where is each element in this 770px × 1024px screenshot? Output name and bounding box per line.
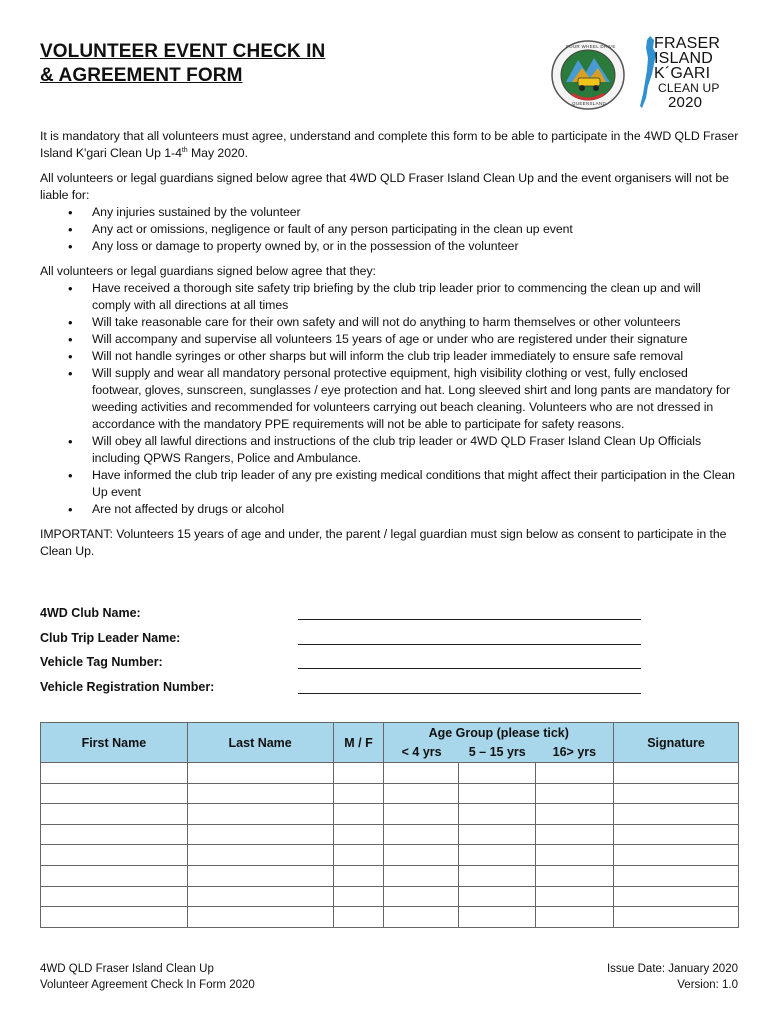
agreement-list bbox=[68, 280, 740, 518]
first-name-cell[interactable] bbox=[41, 907, 188, 928]
footer-left bbox=[40, 961, 255, 993]
list-item: • Have informed the club trip leader of any pre existing medical conditions that might affect their participation in the Clean Up event bbox=[68, 467, 740, 501]
list-item: • Any loss or damage to property owned by, or in the possession of the volunteer bbox=[68, 238, 740, 255]
table-row bbox=[41, 845, 739, 866]
vehicle-tag-line[interactable] bbox=[298, 668, 641, 669]
col-age-5to15: 5 – 15 yrs bbox=[459, 743, 536, 763]
table-row bbox=[41, 783, 739, 804]
col-last-name: Last Name bbox=[187, 723, 333, 763]
last-name-cell[interactable] bbox=[187, 865, 333, 886]
age-5to15-cell[interactable] bbox=[459, 886, 536, 907]
col-gender: M / F bbox=[333, 723, 384, 763]
last-name-cell[interactable] bbox=[187, 886, 333, 907]
age-5to15-cell[interactable] bbox=[459, 804, 536, 825]
table-row bbox=[41, 804, 739, 825]
gender-cell[interactable] bbox=[333, 845, 384, 866]
age-5to15-cell[interactable] bbox=[459, 763, 536, 784]
vehicle-rego-field[interactable] bbox=[40, 678, 740, 703]
age-16plus-cell[interactable] bbox=[536, 763, 614, 784]
table-row bbox=[41, 886, 739, 907]
gender-cell[interactable] bbox=[333, 907, 384, 928]
age-5to15-cell[interactable] bbox=[459, 783, 536, 804]
age-under4-cell[interactable] bbox=[384, 763, 459, 784]
signature-cell[interactable] bbox=[614, 804, 739, 825]
club-name-field[interactable] bbox=[40, 604, 740, 629]
liability-list bbox=[68, 204, 740, 255]
age-16plus-cell[interactable] bbox=[536, 804, 614, 825]
age-16plus-cell[interactable] bbox=[536, 783, 614, 804]
event-logo-line2: ISLAND bbox=[654, 50, 713, 67]
vehicle-tag-label: Vehicle Tag Number: bbox=[40, 655, 163, 669]
event-logo-line5: 2020 bbox=[668, 94, 703, 111]
last-name-cell[interactable] bbox=[187, 907, 333, 928]
intro-text-main: It is mandatory that all volunteers must agree, understand and complete this form to be able to participate in the 4WD QLD Fraser Island K'gari Clean Up 1-4 bbox=[40, 129, 739, 160]
event-logo-line3: K´GARI bbox=[654, 65, 711, 82]
signature-cell[interactable] bbox=[614, 907, 739, 928]
volunteer-table bbox=[40, 722, 739, 928]
list-item: • Any injuries sustained by the volunteer bbox=[68, 204, 740, 221]
footer-issue-date: Issue Date: January 2020 bbox=[606, 963, 738, 975]
age-under4-cell[interactable] bbox=[384, 804, 459, 825]
list-item: • Are not affected by drugs or alcohol bbox=[68, 501, 740, 518]
col-age-under4: < 4 yrs bbox=[384, 743, 459, 763]
age-under4-cell[interactable] bbox=[384, 865, 459, 886]
col-first-name: First Name bbox=[41, 723, 188, 763]
footer-form-name: Volunteer Agreement Check In Form 2020 bbox=[40, 979, 255, 991]
club-details-fields bbox=[40, 604, 740, 702]
agreement-body bbox=[40, 128, 740, 560]
signature-cell[interactable] bbox=[614, 783, 739, 804]
gender-cell[interactable] bbox=[333, 865, 384, 886]
intro-paragraph bbox=[40, 128, 740, 162]
form-title-line1: VOLUNTEER EVENT CHECK IN bbox=[40, 41, 326, 62]
trip-leader-field[interactable] bbox=[40, 629, 740, 654]
club-name-line[interactable] bbox=[298, 619, 641, 620]
signature-cell[interactable] bbox=[614, 886, 739, 907]
table-row bbox=[41, 907, 739, 928]
club-logo-bottom-text: QUEENSLAND bbox=[572, 101, 607, 106]
signature-cell[interactable] bbox=[614, 845, 739, 866]
first-name-cell[interactable] bbox=[41, 824, 188, 845]
footer-event-name: 4WD QLD Fraser Island Clean Up bbox=[40, 963, 214, 975]
last-name-cell[interactable] bbox=[187, 804, 333, 825]
last-name-cell[interactable] bbox=[187, 824, 333, 845]
intro-text-end: May 2020. bbox=[187, 146, 248, 160]
gender-cell[interactable] bbox=[333, 783, 384, 804]
list-item: • Any act or omissions, negligence or fault of any person participating in the clean up event bbox=[68, 221, 740, 238]
club-logo-top-text: FOUR WHEEL DRIVE bbox=[566, 44, 616, 49]
col-age-16plus: 16> yrs bbox=[536, 743, 614, 763]
first-name-cell[interactable] bbox=[41, 804, 188, 825]
important-notice: IMPORTANT: Volunteers 15 years of age and under, the parent / legal guardian must sign below as consent to participate in the Clean Up. bbox=[40, 527, 727, 558]
club-logo-text bbox=[548, 38, 628, 112]
table-row bbox=[41, 763, 739, 784]
event-logo-line1: FRASER bbox=[654, 35, 721, 52]
volunteer-rows bbox=[41, 763, 739, 928]
age-under4-cell[interactable] bbox=[384, 824, 459, 845]
age-under4-cell[interactable] bbox=[384, 845, 459, 866]
liability-paragraph: All volunteers or legal guardians signed below agree that 4WD QLD Fraser Island Clean Up and the event organisers will not be liable for: bbox=[40, 171, 729, 202]
event-logo-line4: CLEAN UP bbox=[658, 81, 720, 95]
event-logo-text bbox=[654, 36, 720, 110]
form-title-line2: & AGREEMENT FORM bbox=[40, 65, 243, 86]
age-under4-cell[interactable] bbox=[384, 886, 459, 907]
first-name-cell[interactable] bbox=[41, 865, 188, 886]
gender-cell[interactable] bbox=[333, 804, 384, 825]
form-title bbox=[40, 40, 325, 88]
gender-cell[interactable] bbox=[333, 763, 384, 784]
list-item: • Will take reasonable care for their own safety and will not do anything to harm themselves or other volunteers bbox=[68, 314, 740, 331]
age-16plus-cell[interactable] bbox=[536, 845, 614, 866]
col-signature: Signature bbox=[614, 723, 739, 763]
signature-cell[interactable] bbox=[614, 824, 739, 845]
col-age-group: Age Group (please tick) bbox=[384, 723, 614, 743]
age-16plus-cell[interactable] bbox=[536, 865, 614, 886]
signature-cell[interactable] bbox=[614, 865, 739, 886]
last-name-cell[interactable] bbox=[187, 783, 333, 804]
agreement-paragraph: All volunteers or legal guardians signed below agree that they: bbox=[40, 264, 376, 278]
footer-version: Version: 1.0 bbox=[677, 979, 738, 991]
vehicle-rego-label: Vehicle Registration Number: bbox=[40, 679, 215, 694]
list-item: • Will supply and wear all mandatory personal protective equipment, high visibility clothing or vest, fully enclosed footwear, gloves, sunscreen, sunglasses / eye protection and hat. Long sleeved shirt and long pants are mandatory for weeding activities and recommended for volunteers carrying out beach cleaning. Volunteers who are not dressed in accordance with the mandatory PPE requirements will not be able to participate for safety reasons. bbox=[68, 365, 740, 433]
list-item: • Will accompany and supervise all volunteers 15 years of age or under who are registered under their signature bbox=[68, 331, 740, 348]
gender-cell[interactable] bbox=[333, 824, 384, 845]
first-name-cell[interactable] bbox=[41, 783, 188, 804]
last-name-cell[interactable] bbox=[187, 845, 333, 866]
first-name-cell[interactable] bbox=[41, 845, 188, 866]
table-row bbox=[41, 824, 739, 845]
list-item: • Will obey all lawful directions and instructions of the club trip leader or 4WD QLD Fraser Island Clean Up Officials including QPWS Rangers, Police and Ambulance. bbox=[68, 433, 740, 467]
age-5to15-cell[interactable] bbox=[459, 865, 536, 886]
signature-cell[interactable] bbox=[614, 763, 739, 784]
age-5to15-cell[interactable] bbox=[459, 824, 536, 845]
table-row bbox=[41, 865, 739, 886]
age-16plus-cell[interactable] bbox=[536, 824, 614, 845]
first-name-cell[interactable] bbox=[41, 763, 188, 784]
gender-cell[interactable] bbox=[333, 886, 384, 907]
trip-leader-label: Club Trip Leader Name: bbox=[40, 630, 181, 645]
list-item: • Have received a thorough site safety trip briefing by the club trip leader prior to commencing the clean up and will comply with all directions at all times bbox=[68, 280, 740, 314]
club-name-label: 4WD Club Name: bbox=[40, 606, 141, 620]
list-item: • Will not handle syringes or other sharps but will inform the club trip leader immediately to ensure safe removal bbox=[68, 348, 740, 365]
trip-leader-line[interactable] bbox=[298, 644, 641, 645]
age-5to15-cell[interactable] bbox=[459, 845, 536, 866]
age-under4-cell[interactable] bbox=[384, 783, 459, 804]
first-name-cell[interactable] bbox=[41, 886, 188, 907]
age-16plus-cell[interactable] bbox=[536, 907, 614, 928]
intro-text-sup: th bbox=[181, 146, 188, 154]
vehicle-tag-field[interactable] bbox=[40, 653, 740, 678]
age-under4-cell[interactable] bbox=[384, 907, 459, 928]
footer-right bbox=[607, 961, 738, 993]
last-name-cell[interactable] bbox=[187, 763, 333, 784]
age-16plus-cell[interactable] bbox=[536, 886, 614, 907]
vehicle-rego-line[interactable] bbox=[298, 693, 641, 694]
age-5to15-cell[interactable] bbox=[459, 907, 536, 928]
